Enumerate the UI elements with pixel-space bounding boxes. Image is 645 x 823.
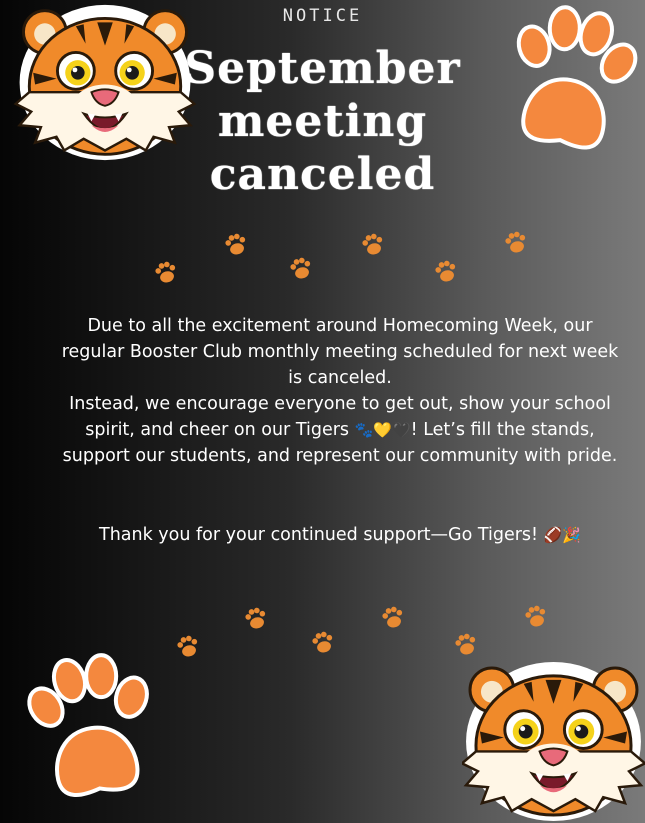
- paw-print-icon: [283, 252, 319, 286]
- paw-print-icon: [218, 228, 254, 262]
- paw-print-icon: [448, 628, 484, 662]
- paw-print-icon: [498, 226, 534, 260]
- body-line: is canceled.: [288, 368, 392, 388]
- paw-print-icon: [355, 228, 391, 262]
- notice-label: NOTICE: [282, 6, 363, 26]
- body-line: Instead, we encourage everyone to get out, show your school: [69, 394, 611, 414]
- body-line: regular Booster Club monthly meeting scheduled for next week: [61, 342, 619, 362]
- body-line: support our students, and represent our community with pride.: [62, 446, 618, 466]
- title-line-3: canceled: [209, 149, 436, 200]
- paw-print-icon: [428, 255, 464, 289]
- paw-print-icon: [495, 0, 645, 175]
- paw-print-icon: [10, 648, 175, 823]
- paw-print-icon: [518, 600, 554, 634]
- thanks-text: Thank you for your continued support—Go Tigers!: [99, 525, 544, 545]
- page-title: [150, 42, 495, 201]
- body-text-segment: spirit, and cheer on our Tigers: [85, 420, 355, 440]
- paw-print-icon: [170, 630, 206, 664]
- tiger-mascot-icon: [462, 660, 645, 823]
- title-line-2: meeting: [217, 96, 428, 147]
- body-line: Due to all the excitement around Homecoming Week, our: [87, 316, 593, 336]
- thank-you-message: [40, 522, 640, 548]
- body-line: [40, 417, 640, 443]
- body-message: [40, 313, 640, 469]
- paw-print-icon: [148, 256, 184, 290]
- paw-print-icon: [305, 626, 341, 660]
- paw-print-icon: [238, 602, 274, 636]
- title-line-1: September: [184, 43, 461, 94]
- tiger-colors-emoji: 🐾💛🖤: [354, 421, 411, 439]
- body-text-segment: ! Let’s fill the stands,: [410, 420, 595, 440]
- football-party-emoji: 🏈🎉: [543, 526, 581, 544]
- paw-print-icon: [375, 601, 411, 635]
